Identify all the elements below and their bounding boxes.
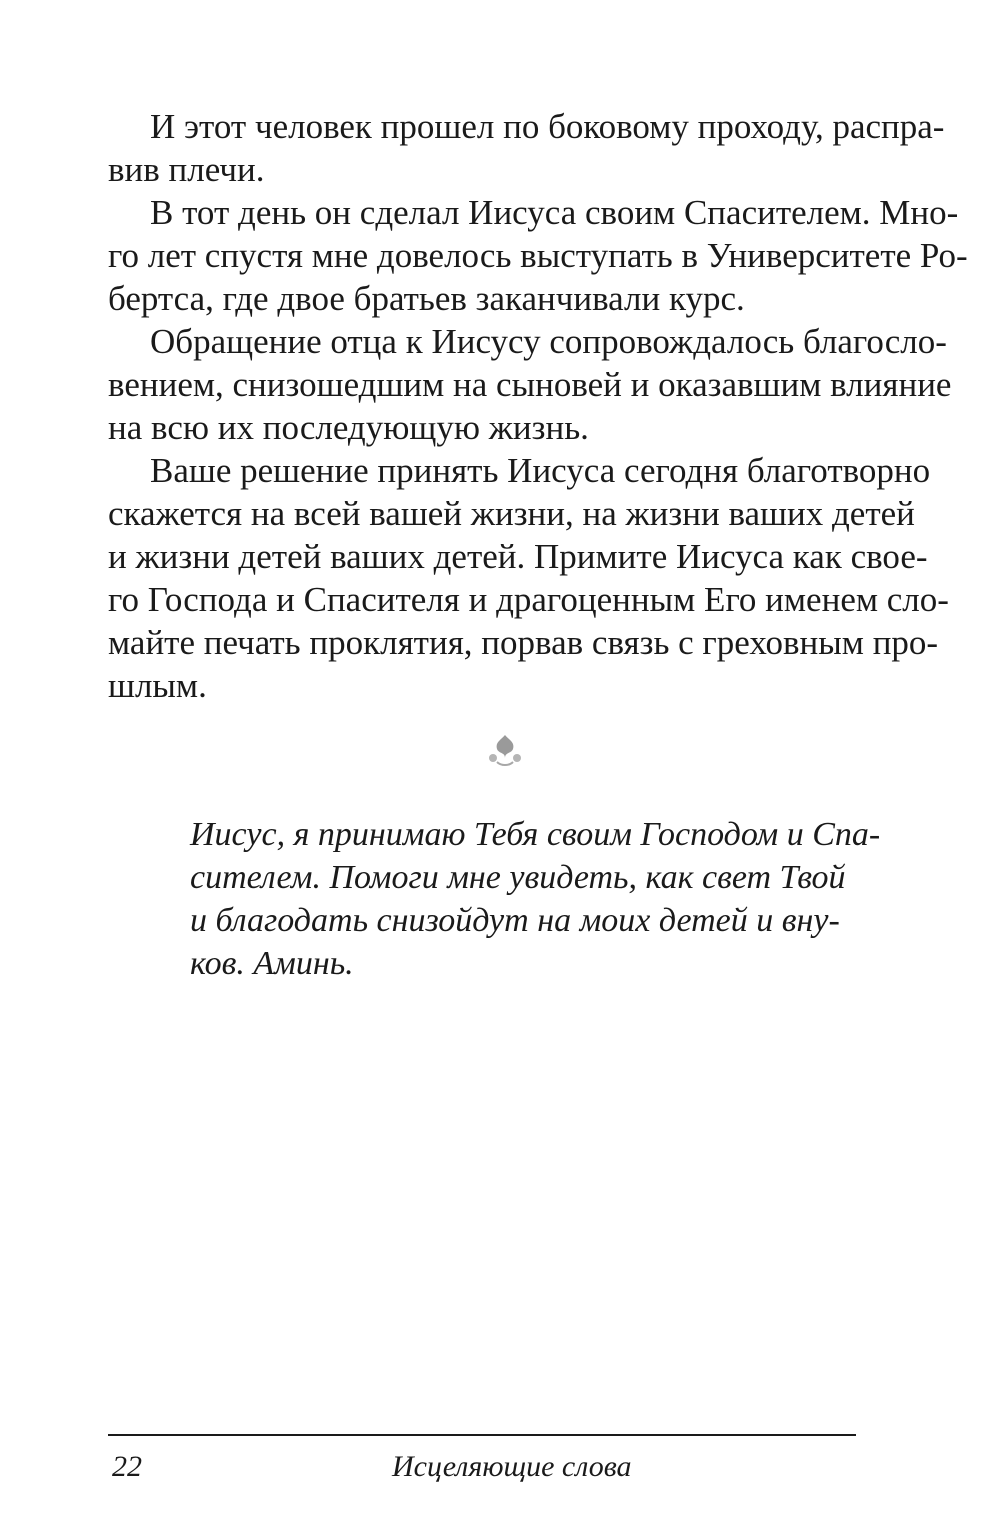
prayer-line-3: и благодать снизойдут на моих детей и вну- (190, 902, 840, 939)
body-line-7: вением, снизошедшим на сыновей и оказавшим влияние (108, 365, 952, 404)
body-line-14: шлым. (108, 666, 207, 705)
body-line-2: вив плечи. (108, 150, 265, 189)
body-line-4: го лет спустя мне довелось выступать в Университете Ро- (108, 236, 968, 275)
body-line-3: В тот день он сделал Иисуса своим Спасителем. Мно- (150, 193, 959, 232)
body-line-5: бертса, где двое братьев заканчивали курс. (108, 279, 745, 318)
page-number: 22 (112, 1450, 142, 1483)
body-line-6: Обращение отца к Иисусу сопровождалось благосло- (150, 322, 947, 361)
body-line-12: го Господа и Спасителя и драгоценным Его именем сло- (108, 580, 949, 619)
prayer-line-2: сителем. Помоги мне увидеть, как свет Твой (190, 859, 846, 896)
prayer-line-1: Иисус, я принимаю Тебя своим Господом и Спа- (190, 816, 881, 853)
body-line-1: И этот человек прошел по боковому проходу, распра- (150, 107, 945, 146)
footer-rule (108, 1434, 856, 1436)
body-line-13: майте печать проклятия, порвав связь с греховным про- (108, 623, 939, 662)
prayer-line-4: ков. Аминь. (190, 945, 354, 982)
body-line-8: на всю их последующую жизнь. (108, 408, 589, 447)
book-title: Исцеляющие слова (392, 1450, 632, 1483)
body-line-9: Ваше решение принять Иисуса сегодня благотворно (150, 451, 931, 490)
ornament-icon (483, 732, 527, 768)
body-line-11: и жизни детей ваших детей. Примите Иисуса как свое- (108, 537, 928, 576)
body-line-10: скажется на всей вашей жизни, на жизни ваших детей (108, 494, 915, 533)
